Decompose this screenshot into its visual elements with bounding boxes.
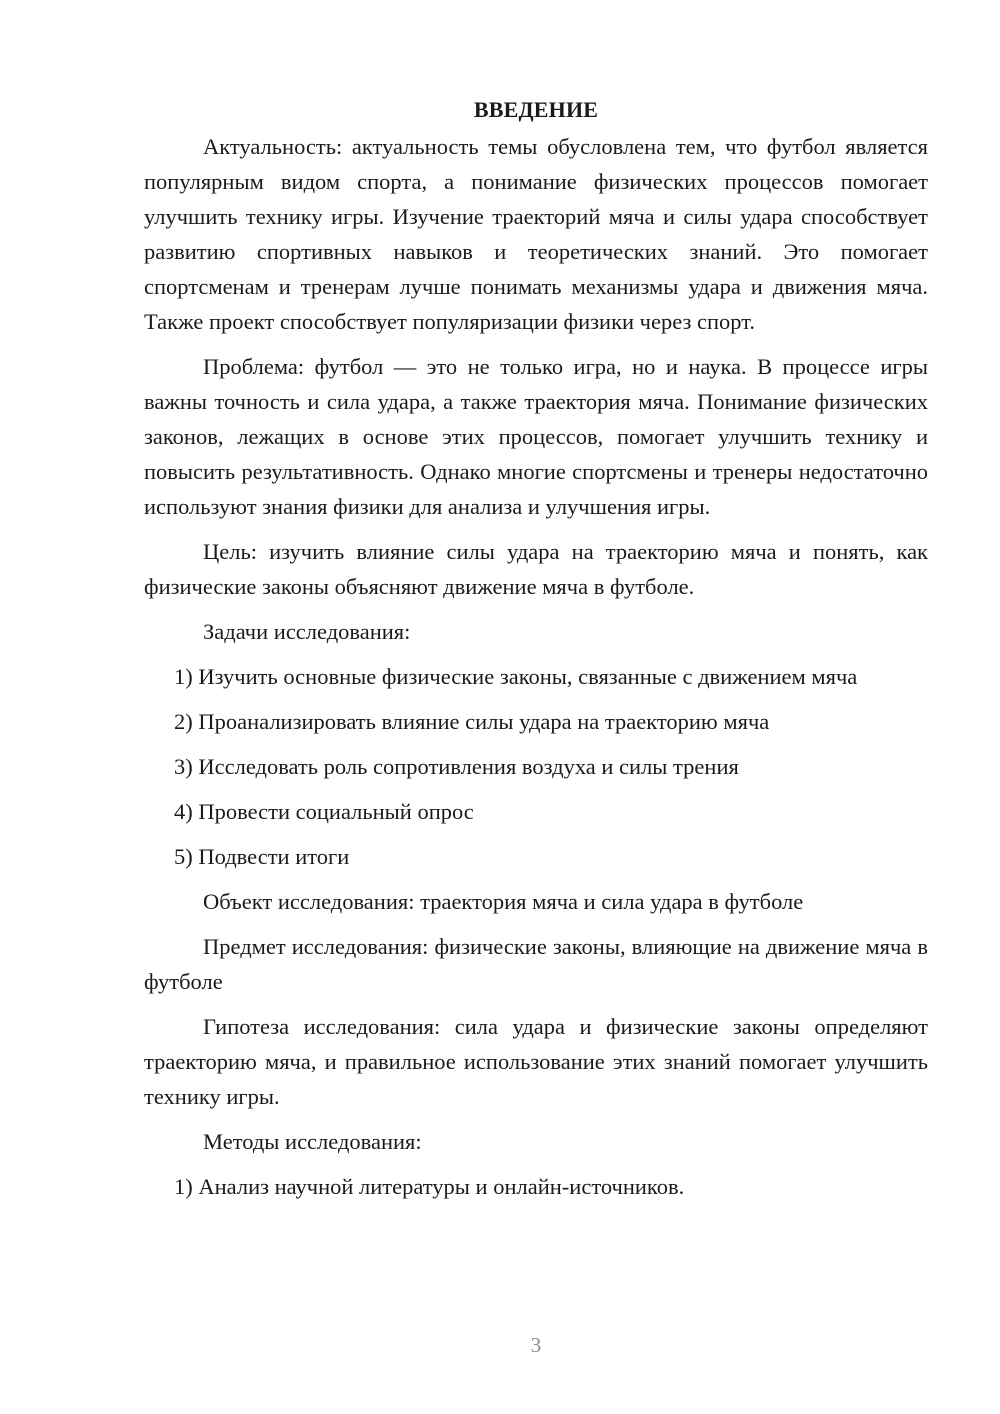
list-item: 1) Изучить основные физические законы, связанные с движением мяча [174,664,858,689]
goal-paragraph: Цель: изучить влияние силы удара на траекторию мяча и понять, как физические законы объясняют движение мяча в футболе. [144,539,928,599]
relevance-paragraph: Актуальность: актуальность темы обусловлена тем, что футбол является популярным видом спорта, а понимание физических процессов помогает улучшить технику игры. Изучение траекторий мяча и силы удара способствует развитию спортивных навыков и теоретических знаний. Это помогает спортсменам и тренерам лучше понимать механизмы удара и движения мяча. Также проект способствует популяризации физики через спорт. [144,134,928,334]
tasks-list [144,659,928,874]
list-item: 5) Подвести итоги [174,844,350,869]
methods-heading: Методы исследования: [203,1129,422,1154]
methods-list [144,1169,928,1204]
list-item: 4) Провести социальный опрос [174,799,474,824]
problem-paragraph: Проблема: футбол — это не только игра, но и наука. В процессе игры важны точность и сила удара, а также траектория мяча. Понимание физических законов, лежащих в основе этих процессов, помогает улучшить технику и повысить результативность. Однако многие спортсмены и тренеры недостаточно используют знания физики для анализа и улучшения игры. [144,354,928,519]
hypothesis-paragraph: Гипотеза исследования: сила удара и физические законы определяют траекторию мяча, и правильное использование этих знаний помогает улучшить технику игры. [144,1014,928,1109]
list-item: 3) Исследовать роль сопротивления воздуха и силы трения [174,754,739,779]
page-number: 3 [530,1333,542,1357]
list-item: 1) Анализ научной литературы и онлайн-источников. [174,1174,685,1199]
subject-paragraph: Предмет исследования: физические законы, влияющие на движение мяча в футболе [144,934,928,994]
list-item: 2) Проанализировать влияние силы удара на траекторию мяча [174,709,770,734]
section-title: ВВЕДЕНИЕ [473,97,599,122]
object-paragraph: Объект исследования: траектория мяча и сила удара в футболе [203,889,804,914]
tasks-heading: Задачи исследования: [203,619,411,644]
document-page [144,92,928,1214]
